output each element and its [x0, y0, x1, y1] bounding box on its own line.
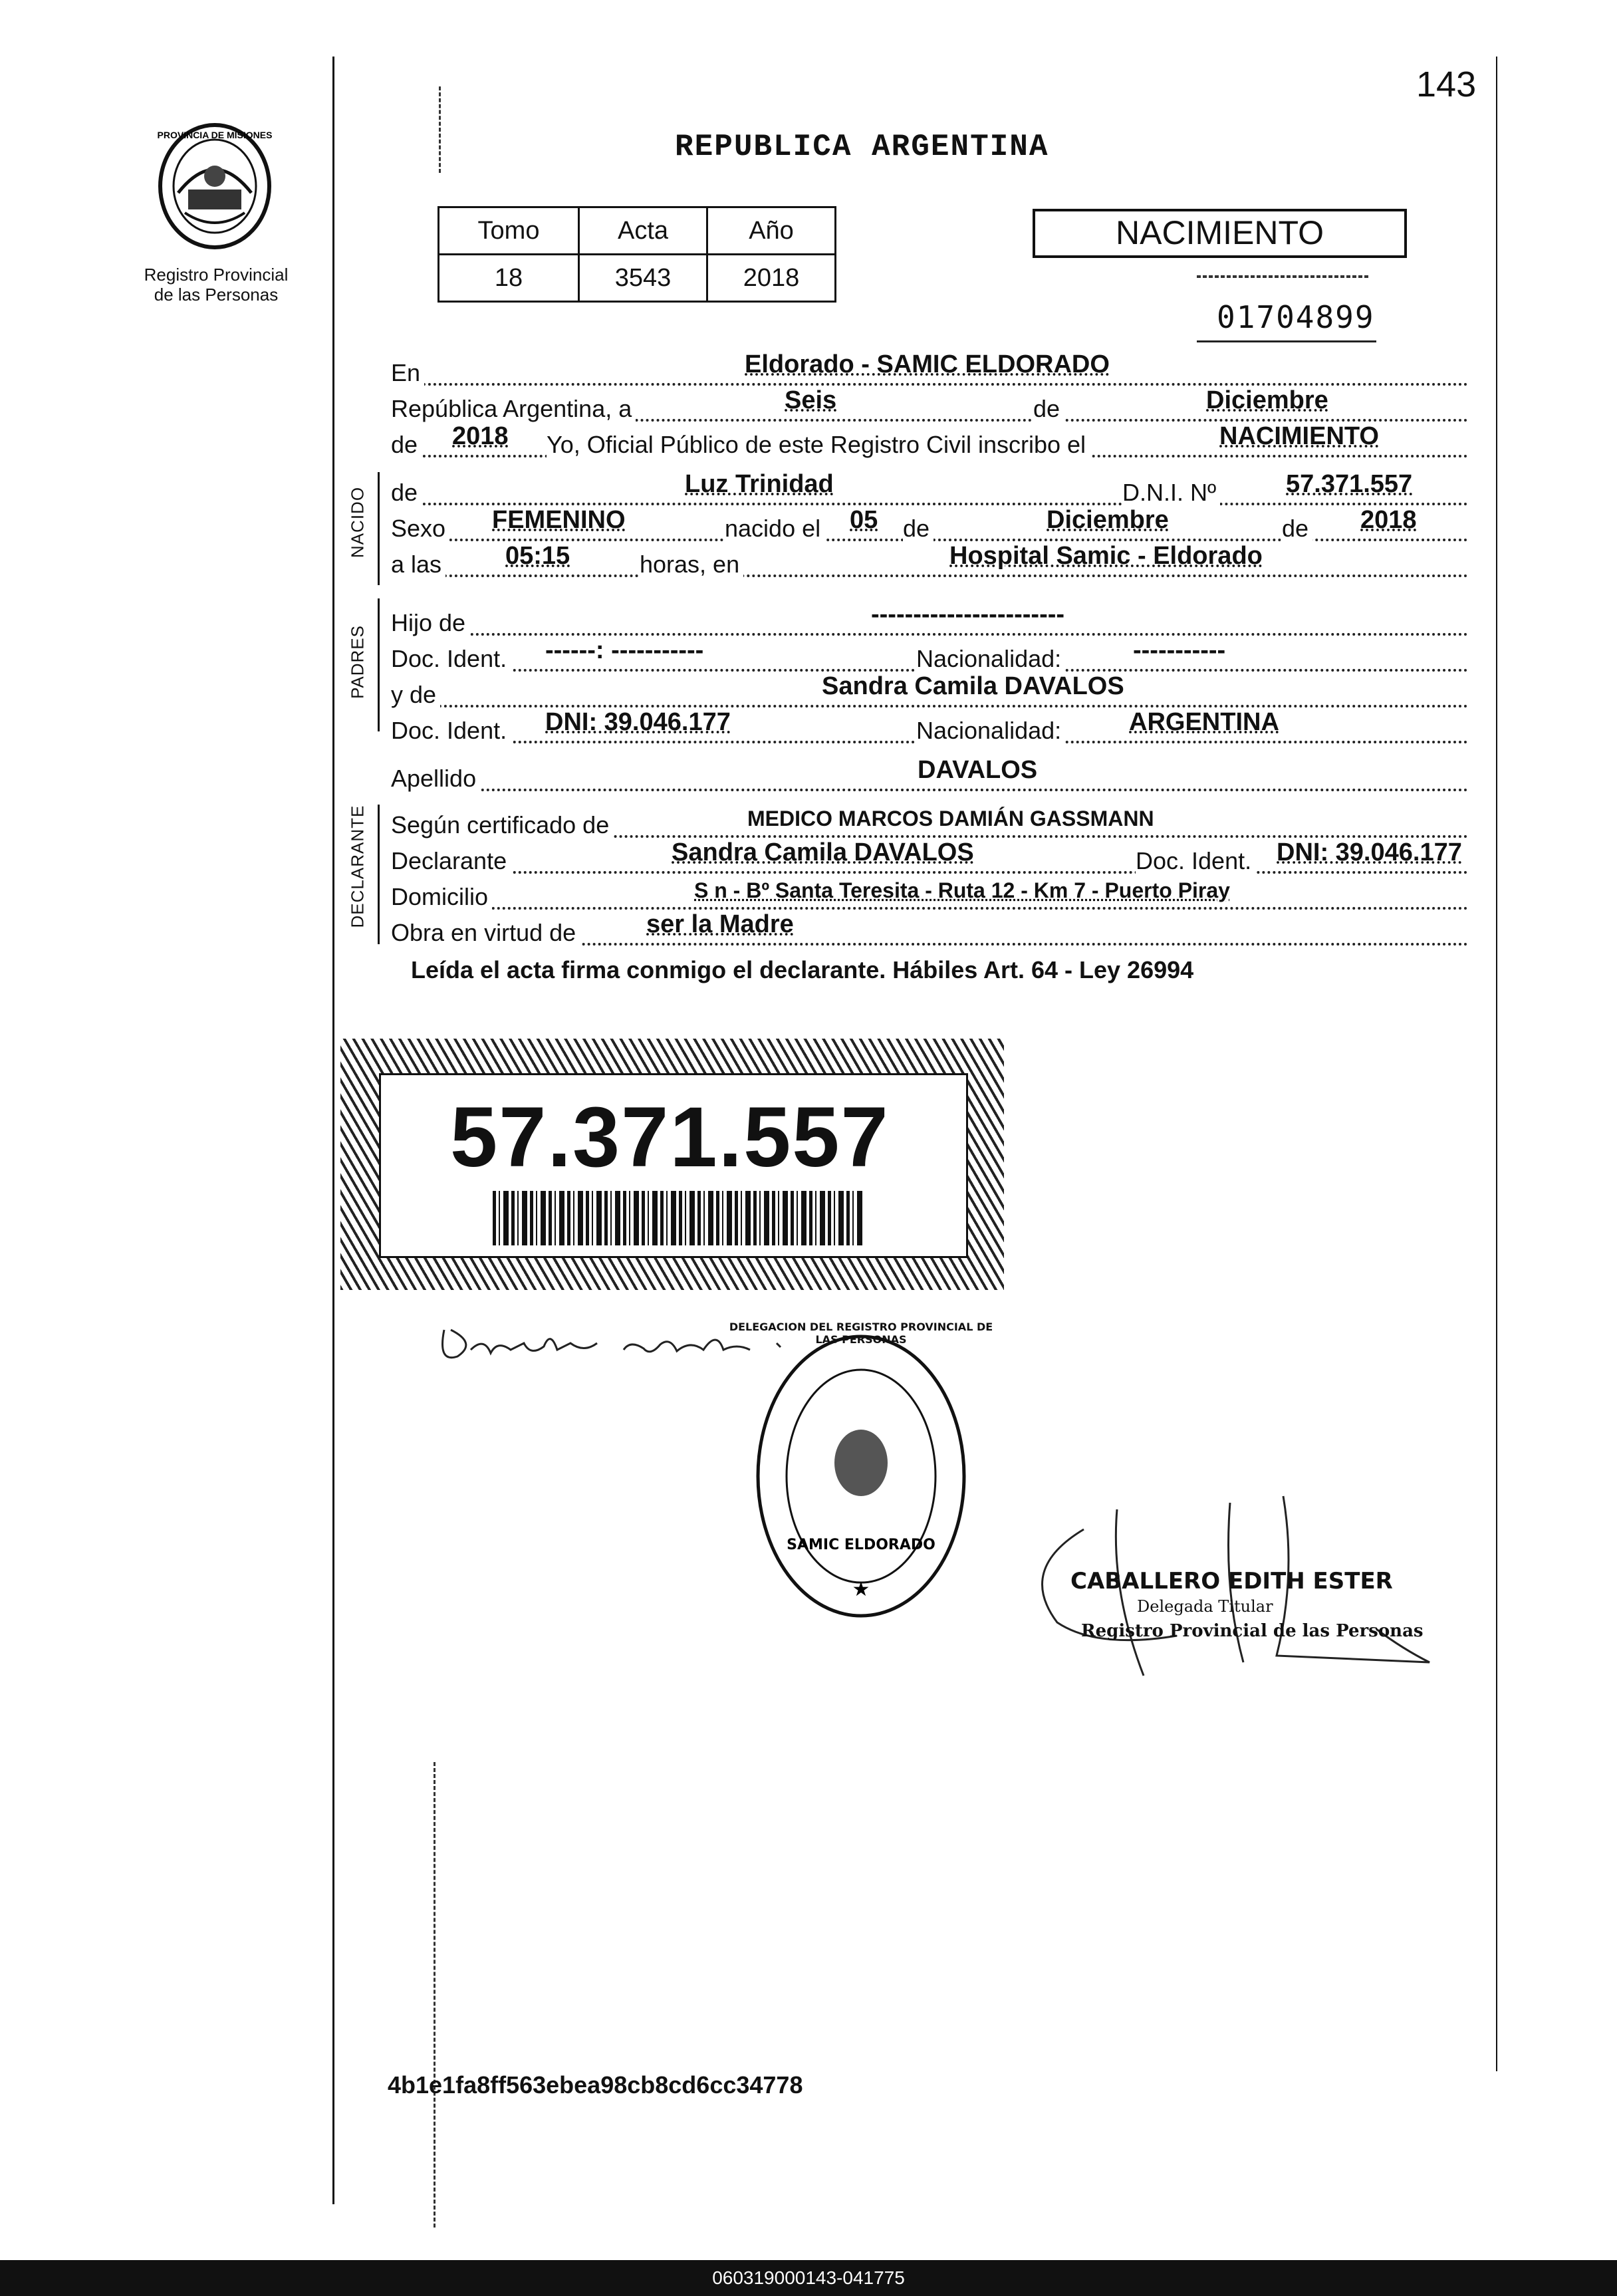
logo-caption-line1: Registro Provincial — [144, 265, 289, 285]
stamp-seal-icon — [751, 1330, 971, 1622]
row-apellido — [391, 751, 1468, 791]
row-madre — [391, 668, 1468, 707]
official-name: CABALLERO EDITH ESTER — [1070, 1568, 1393, 1594]
row-declarante — [391, 834, 1468, 874]
logo-caption — [120, 265, 312, 305]
header-anio: Año — [707, 207, 836, 255]
value-lugar: Eldorado - SAMIC ELDORADO — [745, 350, 1110, 378]
value-domicilio: S n - Bº Santa Teresita - Ruta 12 - Km 7 - Puerto Piray — [694, 878, 1230, 902]
value-padre: ----------------------- — [871, 600, 1065, 628]
province-logo — [152, 120, 278, 253]
declarante-section-bar — [378, 805, 380, 944]
row-hijo-de — [391, 596, 1468, 636]
stamp-inner-text: SAMIC ELDORADO — [787, 1537, 935, 1553]
row-obra — [391, 906, 1468, 946]
value-anio: 2018 — [707, 255, 836, 302]
registry-stamp — [729, 1321, 993, 1622]
logo-caption-line2: de las Personas — [154, 285, 279, 305]
value-dia: Seis — [785, 386, 837, 414]
row-certificado — [391, 798, 1468, 838]
row-lugar — [391, 346, 1468, 386]
footer-bar — [0, 2260, 1617, 2296]
right-margin-line — [1496, 57, 1497, 2071]
page-title: REPUBLICA ARGENTINA — [675, 130, 1049, 164]
row-madre-doc — [391, 703, 1468, 743]
value-anio: 2018 — [452, 422, 509, 450]
record-table-values — [439, 255, 836, 302]
official-role: Delegada Titular — [1137, 1597, 1273, 1616]
barcode-bars — [493, 1191, 865, 1245]
legal-text: Leída el acta firma conmigo el declarante. Hábiles Art. 64 - Ley 26994 — [411, 956, 1194, 983]
value-nac-mes: Diciembre — [1047, 506, 1169, 534]
label-de-nombre: de — [391, 479, 422, 507]
value-madre-doc: DNI: 39.046.177 — [545, 708, 731, 736]
row-domicilio — [391, 870, 1468, 910]
row-fecha — [391, 382, 1468, 422]
stamp-star-icon: ★ — [852, 1579, 870, 1600]
row-hora — [391, 537, 1468, 577]
value-acta: 3543 — [579, 255, 707, 302]
header-tomo: Tomo — [439, 207, 579, 255]
label-hijo-de: Hijo de — [391, 609, 469, 637]
nacido-section-label: NACIDO — [347, 486, 368, 559]
label-y-de: y de — [391, 681, 440, 709]
value-mes: Diciembre — [1206, 386, 1328, 414]
value-padre-doc: ------: ----------- — [545, 636, 704, 664]
barcode-label-inner — [379, 1073, 968, 1258]
value-sexo: FEMENINO — [492, 506, 626, 534]
label-de-nac2: de — [1282, 515, 1312, 543]
label-madre-nac: Nacionalidad: — [916, 717, 1065, 745]
declarante-section-label: DECLARANTE — [347, 805, 368, 928]
label-a-las: a las — [391, 551, 445, 578]
page-number: 143 — [1416, 64, 1477, 104]
official-office: Registro Provincial de las Personas — [1081, 1621, 1424, 1641]
value-certificado: MEDICO MARCOS DAMIÁN GASSMANN — [747, 807, 1154, 830]
serial-decoration — [1197, 275, 1370, 278]
act-type-box: NACIMIENTO — [1033, 209, 1407, 258]
stamp-outer-text: DELEGACION DEL REGISTRO PROVINCIAL DE LAS PERSONAS — [729, 1321, 993, 1346]
label-de: de — [1033, 395, 1064, 423]
record-table-header — [439, 207, 836, 255]
label-padre-doc: Doc. Ident. — [391, 645, 511, 673]
value-padre-nac: ----------- — [1133, 636, 1226, 664]
label-de-nac: de — [903, 515, 933, 543]
value-tipo: NACIMIENTO — [1219, 422, 1379, 450]
value-madre: Sandra Camila DAVALOS — [822, 672, 1124, 700]
label-nacido-el: nacido el — [725, 515, 824, 543]
value-dni: 57.371.557 — [1286, 470, 1413, 498]
value-tomo: 18 — [439, 255, 579, 302]
value-declarante-doc: DNI: 39.046.177 — [1277, 838, 1462, 866]
left-margin-line — [332, 57, 334, 2204]
barcode-label — [340, 1039, 1004, 1290]
record-table — [437, 206, 836, 303]
value-nac-dia: 05 — [850, 506, 878, 534]
row-anio-tipo — [391, 418, 1468, 457]
label-obra: Obra en virtud de — [391, 919, 580, 947]
value-declarante: Sandra Camila DAVALOS — [672, 838, 974, 866]
label-declarante-doc: Doc. Ident. — [1136, 847, 1255, 875]
label-madre-doc: Doc. Ident. — [391, 717, 511, 745]
value-nac-anio: 2018 — [1360, 506, 1417, 534]
value-lugar-nac: Hospital Samic - Eldorado — [949, 542, 1263, 570]
serial-underline — [1197, 340, 1376, 342]
value-nombre: Luz Trinidad — [685, 470, 834, 498]
label-padre-nac: Nacionalidad: — [916, 645, 1065, 673]
label-sexo: Sexo — [391, 515, 449, 543]
label-de-anio: de — [391, 431, 422, 459]
label-en: En — [391, 359, 424, 387]
barcode-number: 57.371.557 — [450, 1090, 890, 1185]
value-hora: 05:15 — [505, 542, 570, 570]
seal-text: PROVINCIA DE MISIONES — [157, 130, 273, 140]
official-signature — [1004, 1489, 1436, 1689]
padres-section-label: PADRES — [347, 625, 368, 699]
row-sexo — [391, 501, 1468, 541]
label-republica: República Argentina, a — [391, 395, 636, 423]
label-declarante: Declarante — [391, 847, 511, 875]
label-certificado: Según certificado de — [391, 811, 613, 839]
inner-dashed-line-bottom — [434, 1762, 435, 2228]
row-padre-doc — [391, 632, 1468, 672]
label-domicilio: Domicilio — [391, 883, 492, 911]
label-apellido: Apellido — [391, 765, 480, 793]
value-madre-nac: ARGENTINA — [1129, 708, 1279, 736]
label-yo: Yo, Oficial Público de este Registro Civil inscribo el — [547, 431, 1090, 459]
serial-number: 01704899 — [1217, 299, 1375, 335]
province-seal-icon — [152, 120, 278, 253]
padres-section-bar — [378, 598, 380, 731]
label-horas-en: horas, en — [640, 551, 743, 578]
value-apellido: DAVALOS — [918, 756, 1038, 784]
header-acta: Acta — [579, 207, 707, 255]
inner-dashed-line-top — [439, 86, 441, 173]
document-hash: 4b1e1fa8ff563ebea98cb8cd6cc34778 — [388, 2071, 803, 2099]
row-nombre — [391, 465, 1468, 505]
label-dni: D.N.I. Nº — [1122, 479, 1220, 507]
footer-code: 060319000143-041775 — [712, 2267, 905, 2288]
value-obra: ser la Madre — [646, 910, 794, 938]
nacido-section-bar — [378, 472, 380, 585]
